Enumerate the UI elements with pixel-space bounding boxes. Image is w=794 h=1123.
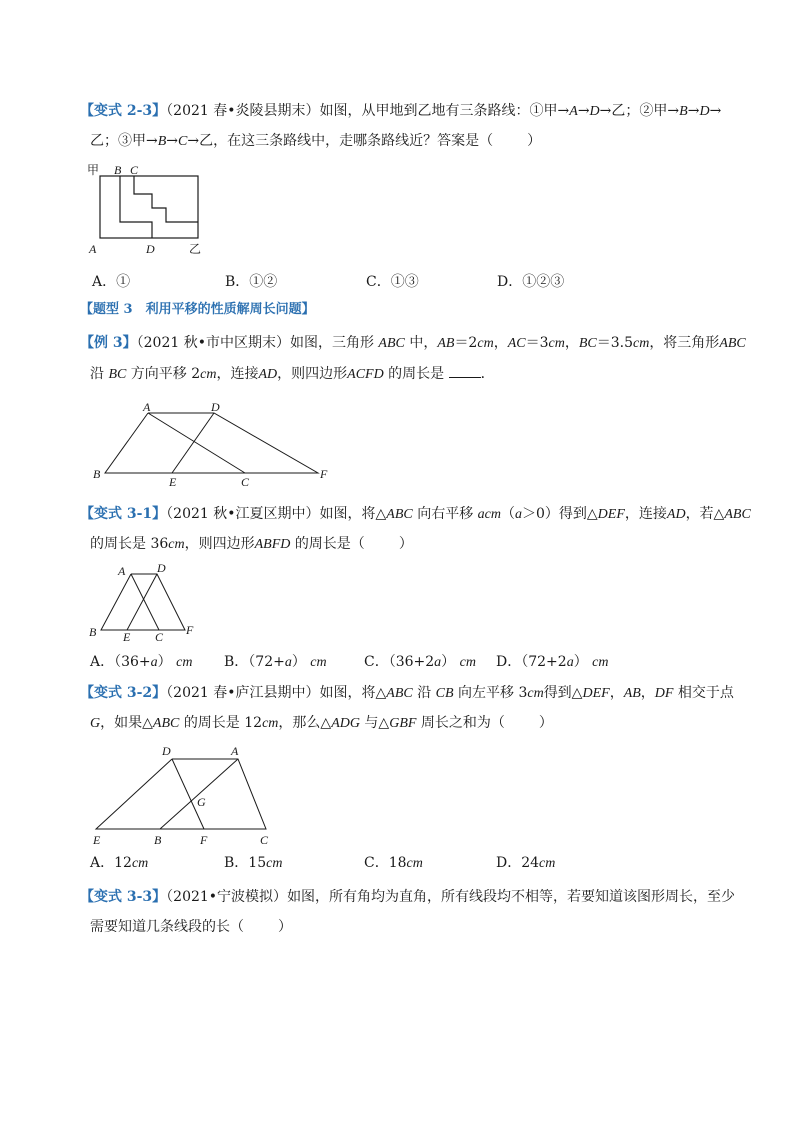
svg-text:D: D [211,400,220,414]
v32-option-b[interactable]: B．15cm [224,855,283,871]
svg-text:F: F [320,467,328,481]
v32-line1: 【变式 3-2】（2021 春•庐江县期中）如图，将△ABC 沿 CB 向左平移 3cm得到△DEF，AB，DF 相交于点 [80,685,734,701]
v31-option-b[interactable]: B．（72+a） cm [224,654,327,670]
v31-option-c[interactable]: C．（36+2a） cm [364,654,476,670]
v32-translation-figure [86,738,286,848]
svg-text:D: D [157,561,166,575]
v33-line2: 需要知道几条线段的长（ ） [90,919,292,935]
v23-route-figure [86,160,216,260]
svg-text:F: F [200,833,208,847]
e3-translation-figure [88,400,338,490]
v23-line2: 乙；③甲→B→C→乙，在这三条路线中，走哪条路线近？答案是（ ） [90,133,542,149]
v31-translation-figure [86,560,206,642]
svg-text:A: A [143,400,151,414]
svg-text:B: B [154,833,162,847]
svg-text:B: B [114,163,122,177]
v31-option-d[interactable]: D．（72+2a） cm [496,654,609,670]
e3-line1: 【例 3】（2021 秋•市中区期末）如图，三角形 ABC 中，AB＝2cm，AC＝3cm，BC＝3.5cm，将三角形ABC [80,335,746,351]
v23-option-c[interactable]: C．①③ [366,274,419,290]
svg-text:A: A [231,744,239,758]
svg-text:B: B [89,625,97,639]
section-heading-3: 【题型 3 利用平移的性质解周长问题】 [80,302,315,317]
svg-text:A: A [118,564,126,578]
svg-text:B: B [93,467,101,481]
svg-text:E: E [169,475,177,489]
svg-text:C: C [241,475,250,489]
v32-line2: G，如果△ABC 的周长是 12cm，那么△ADG 与△GBF 周长之和为（ ） [90,715,553,731]
v23-option-b[interactable]: B．①② [225,274,278,290]
svg-text:C: C [155,630,164,642]
v31-option-a[interactable]: A．（36+a） cm [90,654,193,670]
v31-line1: 【变式 3-1】（2021 秋•江夏区期中）如图，将△ABC 向右平移 acm（a＞0）得到△DEF，连接AD，若△ABC [80,506,751,522]
svg-text:G: G [197,795,206,809]
svg-text:A: A [89,242,97,256]
svg-text:甲: 甲 [87,163,100,177]
svg-text:D: D [146,242,155,256]
e3-line2: 沿 BC 方向平移 2cm，连接AD，则四边形ACFD 的周长是 ． [90,363,495,385]
v32-option-c[interactable]: C．18cm [364,855,423,871]
v31-line2: 的周长是 36cm，则四边形ABFD 的周长是（ ） [90,536,413,552]
svg-text:F: F [186,623,194,637]
v23-option-d[interactable]: D．①②③ [497,274,565,290]
v23-line1: 【变式 2-3】（2021 春•炎陵县期末）如图，从甲地到乙地有三条路线：①甲→A→D→乙；②甲→B→D→ [80,103,722,119]
svg-text:E: E [123,630,131,642]
svg-text:C: C [130,163,139,177]
svg-text:乙: 乙 [189,242,202,256]
v32-option-d[interactable]: D．24cm [496,855,556,871]
svg-text:D: D [162,744,171,758]
svg-text:E: E [93,833,101,847]
v33-line1: 【变式 3-3】（2021•宁波模拟）如图，所有角均为直角，所有线段均不相等，若要知道该图形周长，至少 [80,889,736,905]
svg-text:C: C [260,833,269,847]
v23-option-a[interactable]: A．① [92,274,131,290]
v32-option-a[interactable]: A．12cm [90,855,149,871]
